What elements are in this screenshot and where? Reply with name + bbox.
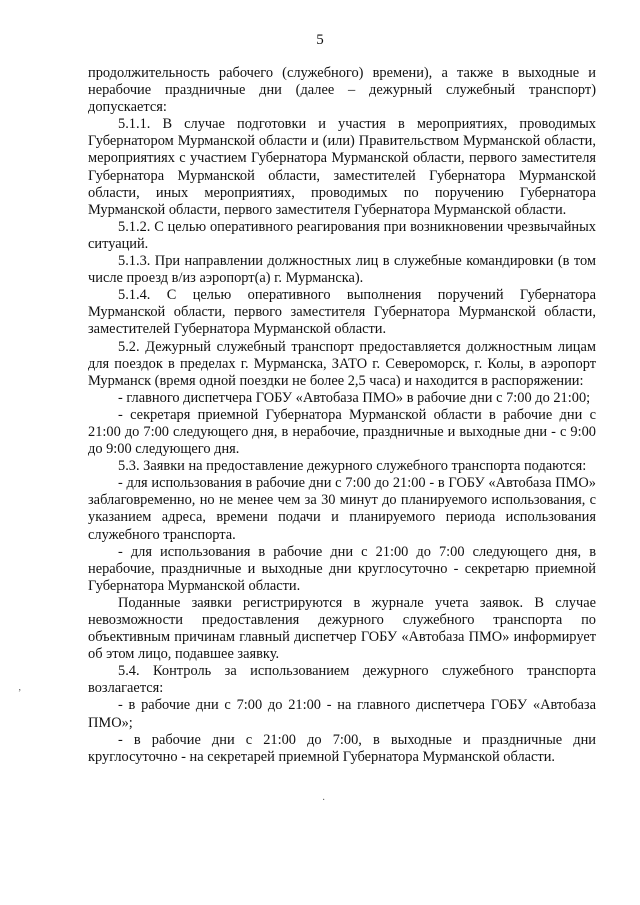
page-number: 5 — [316, 32, 324, 48]
document-body — [88, 65, 596, 766]
list-item-dispatcher: - главного диспетчера ГОБУ «Автобаза ПМО» в рабочие дни с 7:00 до 21:00; — [118, 389, 591, 406]
list-item-night-requests: - для использования в рабочие дни с 21:00 до 7:00 следующего дня, в нерабочие, праздничные и выходные дни круглосуточно - секретарю приемной Губернатора Мурманской области. — [88, 543, 596, 594]
paragraph-requests-registration: Поданные заявки регистрируются в журнале учета заявок. В случае невозможности предоставления дежурного служебного транспорта по объективным причинам главный диспетчер ГОБУ «Автобаза ПМО» информирует об этом лицо, подавшее заявку. — [88, 594, 596, 663]
paragraph-5-3: 5.3. Заявки на предоставление дежурного служебного транспорта подаются: — [118, 458, 587, 475]
list-item-secretary: - секретаря приемной Губернатора Мурманской области в рабочие дни с 21:00 до 7:00 следующего дня, в нерабочие, праздничные и выходные дни - с 9:00 до 9:00 следующего дня. — [88, 406, 596, 458]
list-item-control-night: - в рабочие дни с 21:00 до 7:00, в выходные и праздничные дни круглосуточно - на секретарей приемной Губернатора Мурманской области. — [88, 731, 596, 765]
scan-speck: ʼ — [18, 688, 22, 699]
paragraph-5-1-4: 5.1.4. С целью оперативного выполнения поручений Губернатора Мурманской области, первого заместителя Губернатора Мурманской области, заместителей Губернатора Мурманской области. — [88, 287, 596, 338]
paragraph-5-4: 5.4. Контроль за использованием дежурного служебного транспорта возлагается: — [88, 663, 596, 697]
paragraph-5-1-3: 5.1.3. При направлении должностных лиц в служебные командировки (в том числе проезд в/из аэропорт(а) г. Мурманска). — [88, 253, 596, 287]
paragraph-5-1-1: 5.1.1. В случае подготовки и участия в мероприятиях, проводимых Губернатором Мурманской области и (или) Правительством Мурманской области, мероприятиях с участием Губернатора Мурманской области, первого заместителя Губернатора Мурманской области, заместителей Губернатора Мурманской области, иных мероприятиях, проводимых по поручению Губернатора Мурманской области, первого заместителя Губернатора Мурманской области. — [88, 116, 596, 218]
paragraph-intro-continued: продолжительность рабочего (служебного) времени), а также в выходные и нерабочие праздничные дни (далее – дежурный служебный транспорт) допускается: — [88, 65, 596, 116]
paragraph-5-1-2: 5.1.2. С целью оперативного реагирования при возникновении чрезвычайных ситуаций. — [88, 218, 596, 252]
scan-dot: · — [322, 795, 326, 806]
list-item-daytime-requests: - для использования в рабочие дни с 7:00 до 21:00 - в ГОБУ «Автобаза ПМО» заблаговременно, но не менее чем за 30 минут до планируемого использования, с указанием адреса, времени подачи и планируемого периода использования служебного транспорта. — [88, 475, 596, 543]
paragraph-5-2: 5.2. Дежурный служебный транспорт предоставляется должностным лицам для поездок в пределах г. Мурманска, ЗАТО г. Североморск, г. Колы, в аэропорт Мурманск (время одной поездки не более 2,5 часа) и находится в распоряжении: — [88, 338, 596, 389]
list-item-control-daytime: - в рабочие дни с 7:00 до 21:00 - на главного диспетчера ГОБУ «Автобаза ПМО»; — [88, 697, 596, 731]
